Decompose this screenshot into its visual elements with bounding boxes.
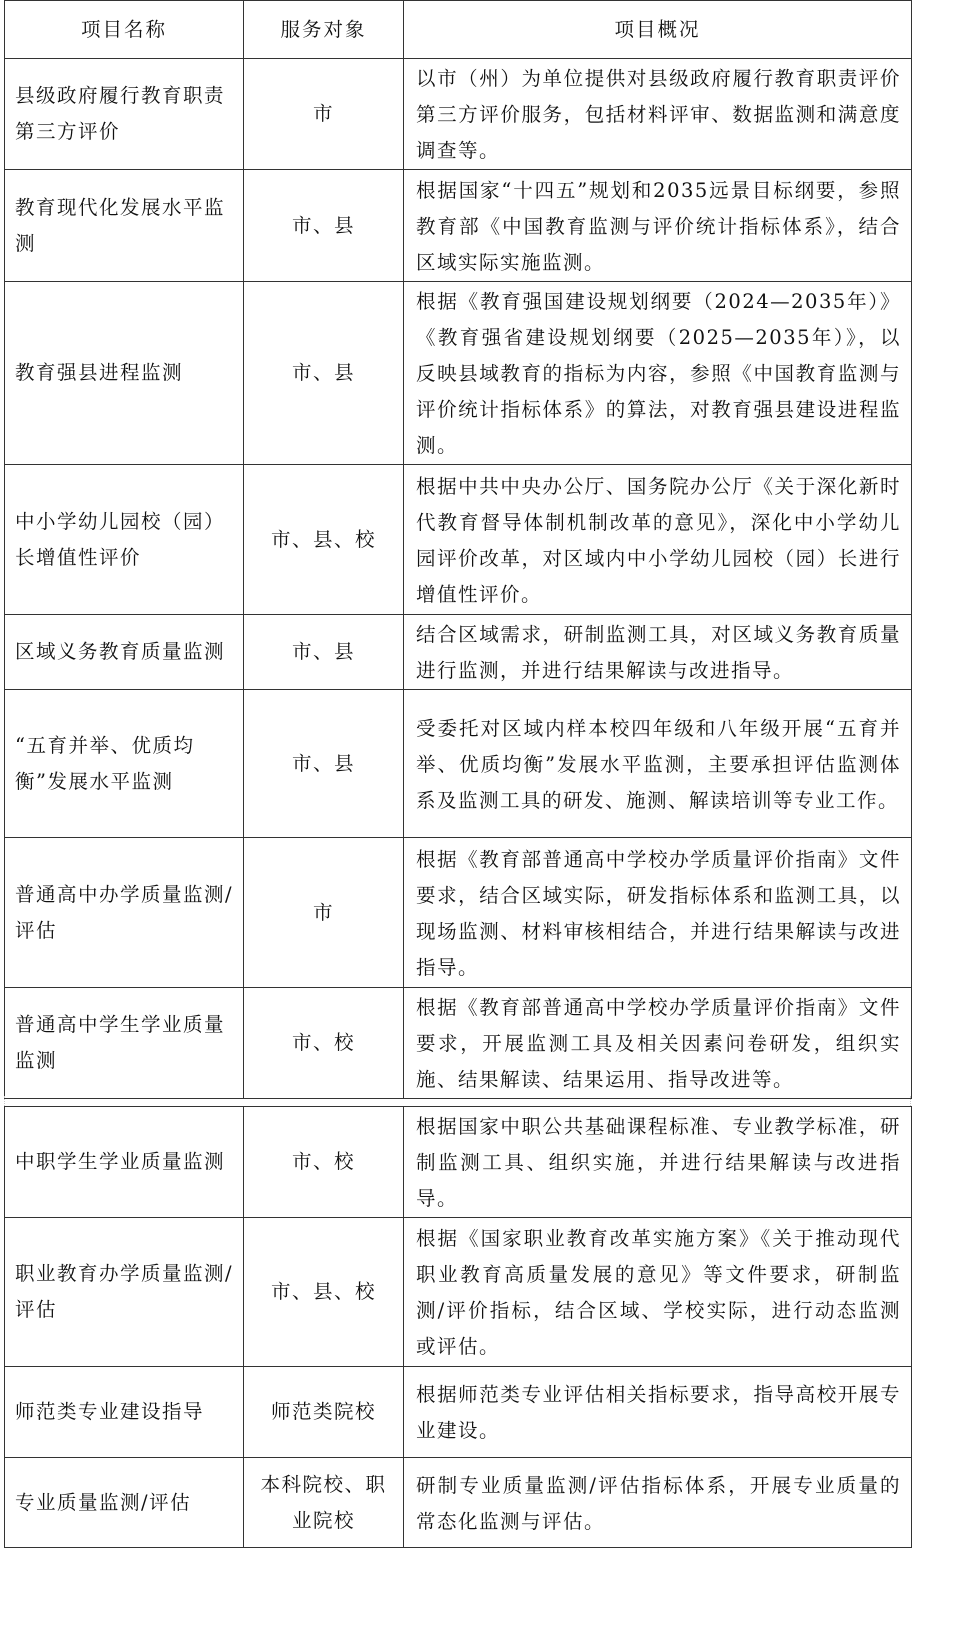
table-row: [5, 170, 912, 282]
service-target-cell: 市、县、校: [244, 465, 404, 615]
project-overview-cell: 结合区域需求，研制监测工具，对区域义务教育质量进行监测，并进行结果解读与改进指导。: [404, 615, 912, 690]
header-project-name: 项目名称: [5, 1, 244, 59]
table-row: [5, 59, 912, 170]
project-name-cell: 中小学幼儿园校（园）长增值性评价: [5, 465, 244, 615]
table-row: [5, 988, 912, 1099]
project-overview-cell: 根据《国家职业教育改革实施方案》《关于推动现代职业教育高质量发展的意见》等文件要求，研制监测/评价指标，结合区域、学校实际，进行动态监测或评估。: [404, 1218, 912, 1367]
project-overview-cell: 根据师范类专业评估相关指标要求，指导高校开展专业建设。: [404, 1367, 912, 1458]
project-name-cell: 专业质量监测/评估: [5, 1458, 244, 1548]
header-project-overview: 项目概况: [404, 1, 912, 59]
header-service-target: 服务对象: [244, 1, 404, 59]
project-name-cell: 普通高中办学质量监测/评估: [5, 838, 244, 988]
project-name-cell: 区域义务教育质量监测: [5, 615, 244, 690]
service-target-cell: 市、县: [244, 615, 404, 690]
table-row: [5, 282, 912, 465]
project-name-cell: 中职学生学业质量监测: [5, 1107, 244, 1218]
table-row: [5, 1107, 912, 1218]
service-target-cell: 市、县: [244, 170, 404, 282]
service-target-cell: 市: [244, 59, 404, 170]
service-target-cell: 市、校: [244, 1107, 404, 1218]
table-row: [5, 465, 912, 615]
project-overview-cell: 研制专业质量监测/评估指标体系，开展专业质量的常态化监测与评估。: [404, 1458, 912, 1548]
service-target-cell: 市、校: [244, 988, 404, 1099]
project-overview-cell: 根据国家中职公共基础课程标准、专业教学标准，研制监测工具、组织实施，并进行结果解读与改进指导。: [404, 1107, 912, 1218]
project-name-cell: 职业教育办学质量监测/评估: [5, 1218, 244, 1367]
project-table-part-1: [4, 0, 912, 1099]
project-overview-cell: 根据《教育部普通高中学校办学质量评价指南》文件要求，结合区域实际，研发指标体系和监测工具，以现场监测、材料审核相结合，并进行结果解读与改进指导。: [404, 838, 912, 988]
table-row: [5, 1218, 912, 1367]
project-overview-cell: 根据中共中央办公厅、国务院办公厅《关于深化新时代教育督导体制机制改革的意见》，深化中小学幼儿园评价改革，对区域内中小学幼儿园校（园）长进行增值性评价。: [404, 465, 912, 615]
table-header-row: [5, 1, 912, 59]
table-row: [5, 1367, 912, 1458]
project-name-cell: 教育强县进程监测: [5, 282, 244, 465]
service-target-cell: 市、县: [244, 282, 404, 465]
project-overview-cell: 根据国家“十四五”规划和2035远景目标纲要，参照教育部《中国教育监测与评价统计指标体系》，结合区域实际实施监测。: [404, 170, 912, 282]
project-name-cell: “五育并举、优质均衡”发展水平监测: [5, 690, 244, 838]
table-row: [5, 615, 912, 690]
project-table-part-2: [4, 1106, 912, 1548]
service-target-cell: 市、县、校: [244, 1218, 404, 1367]
table-row: [5, 1458, 912, 1548]
project-overview-cell: 受委托对区域内样本校四年级和八年级开展“五育并举、优质均衡”发展水平监测，主要承担评估监测体系及监测工具的研发、施测、解读培训等专业工作。: [404, 690, 912, 838]
project-name-cell: 师范类专业建设指导: [5, 1367, 244, 1458]
service-target-cell: 市、县: [244, 690, 404, 838]
project-overview-cell: 以市（州）为单位提供对县级政府履行教育职责评价第三方评价服务，包括材料评审、数据监测和满意度调查等。: [404, 59, 912, 170]
project-overview-cell: 根据《教育部普通高中学校办学质量评价指南》文件要求，开展监测工具及相关因素问卷研发，组织实施、结果解读、结果运用、指导改进等。: [404, 988, 912, 1099]
page-break-gap: [4, 1096, 911, 1106]
service-target-cell: 市: [244, 838, 404, 988]
service-target-cell: 师范类院校: [244, 1367, 404, 1458]
project-overview-cell: 根据《教育强国建设规划纲要（2024—2035年）》《教育强省建设规划纲要（2025—2035年）》，以反映县域教育的指标为内容，参照《中国教育监测与评价统计指标体系》的算法，对教育强县建设进程监测。: [404, 282, 912, 465]
project-name-cell: 县级政府履行教育职责第三方评价: [5, 59, 244, 170]
table-row: [5, 838, 912, 988]
project-name-cell: 普通高中学生学业质量监测: [5, 988, 244, 1099]
project-name-cell: 教育现代化发展水平监测: [5, 170, 244, 282]
service-target-cell: 本科院校、职业院校: [244, 1458, 404, 1548]
table-row: [5, 690, 912, 838]
